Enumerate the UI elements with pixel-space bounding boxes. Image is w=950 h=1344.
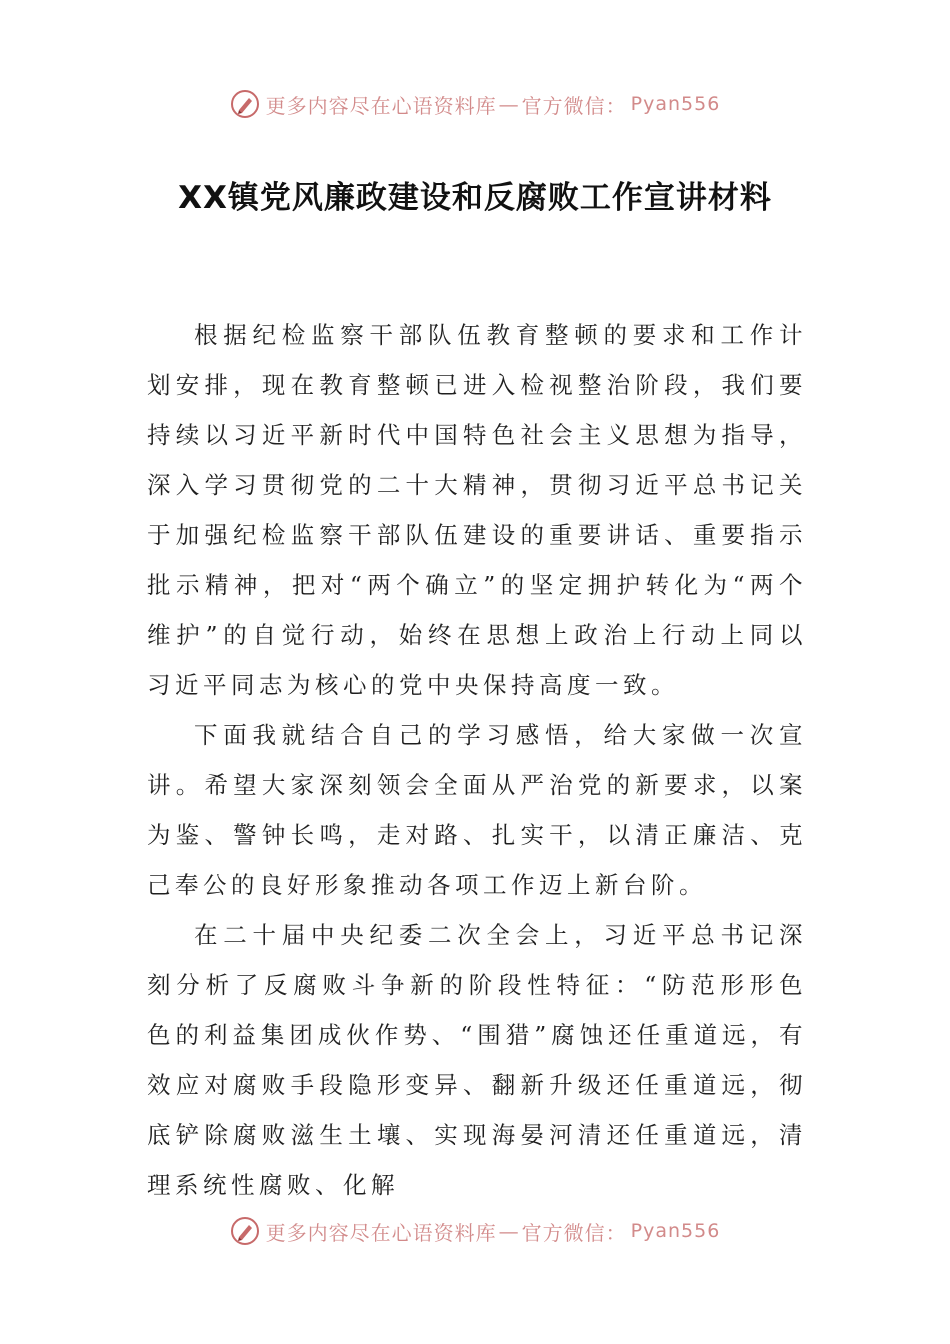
watermark-wechat-id: Pyan556: [630, 1220, 721, 1242]
watermark-footer: [0, 1211, 950, 1251]
pen-logo-icon: [230, 89, 260, 119]
watermark-separator: —: [498, 92, 520, 116]
watermark-wechat-id: Pyan556: [630, 93, 721, 115]
body-paragraph-3: 在二十届中央纪委二次全会上，习近平总书记深刻分析了反腐败斗争新的阶段性特征：“防范形形色色的利益集团成伙作势、“围猎”腐蚀还任重道远，有效应对腐败手段隐形变异、翻新升级还任重道远，彻底铲除腐败滋生土壤、实现海晏河清还任重道远，清理系统性腐败、化解: [147, 921, 807, 1199]
document-title: XX镇党风廉政建设和反腐败工作宣讲材料: [178, 180, 772, 216]
watermark-wechat-label: 官方微信：: [521, 93, 627, 118]
body-paragraph-1: 根据纪检监察干部队伍教育整顿的要求和工作计划安排，现在教育整顿已进入检视整治阶段，我们要持续以习近平新时代中国特色社会主义思想为指导，深入学习贯彻党的二十大精神，贯彻习近平总书记关于加强纪检监察干部队伍建设的重要讲话、重要指示批示精神，把对“两个确立”的坚定拥护转化为“两个维护”的自觉行动，始终在思想上政治上行动上同以习近平同志为核心的党中央保持高度一致。: [147, 321, 807, 699]
watermark-text: 更多内容尽在心语资料库: [265, 93, 497, 118]
watermark-separator: —: [498, 1219, 520, 1243]
watermark-text: 更多内容尽在心语资料库: [265, 1220, 497, 1245]
watermark-header: [0, 84, 950, 124]
watermark-wechat-label: 官方微信：: [521, 1220, 627, 1245]
document-body: [147, 310, 807, 1210]
pen-logo-icon: [230, 1216, 260, 1246]
body-paragraph-2: 下面我就结合自己的学习感悟，给大家做一次宣讲。希望大家深刻领会全面从严治党的新要求，以案为鉴、警钟长鸣，走对路、扎实干，以清正廉洁、克己奉公的良好形象推动各项工作迈上新台阶。: [147, 721, 807, 899]
